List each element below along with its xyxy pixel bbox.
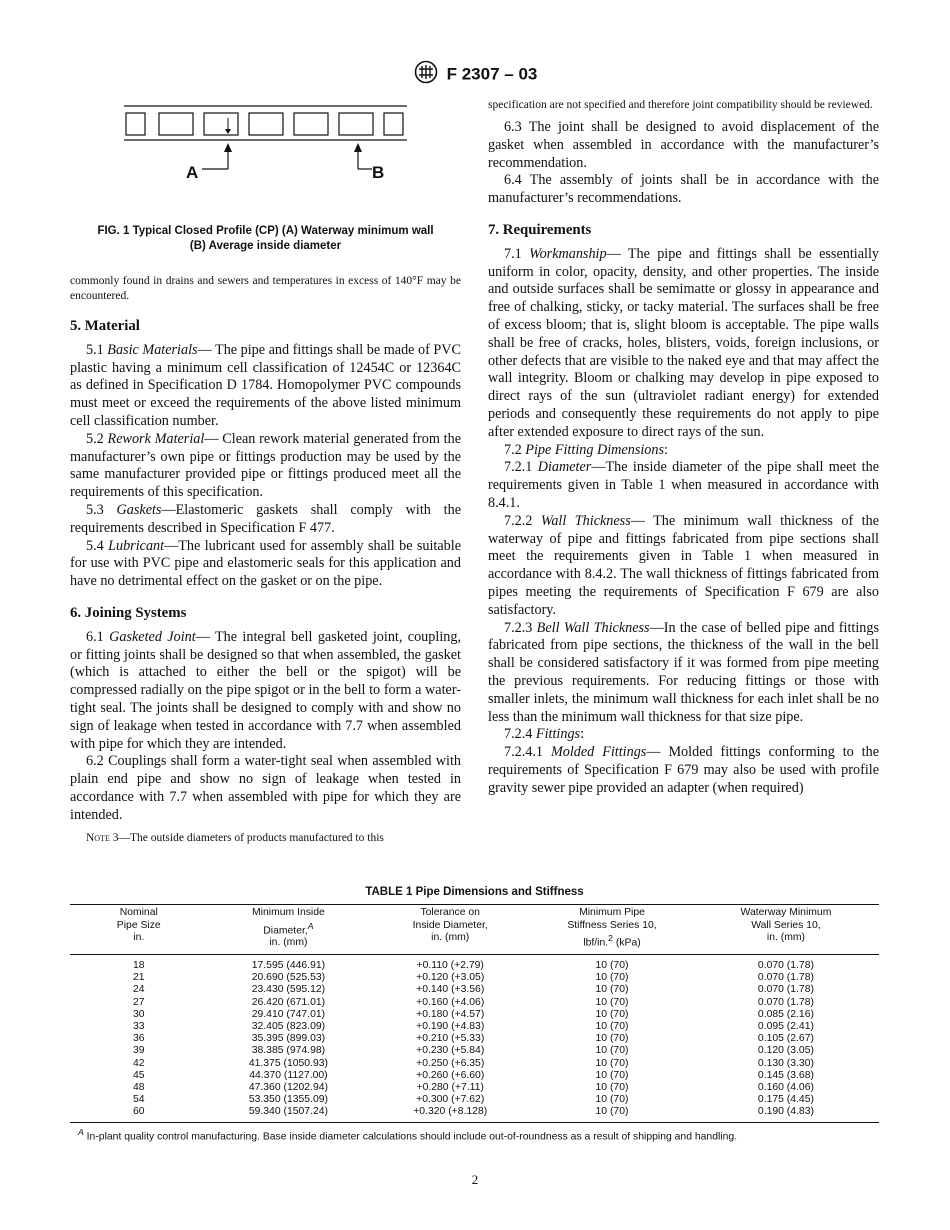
table-1 bbox=[70, 886, 879, 1142]
table-cell: +0.280 (+7.11) bbox=[416, 1082, 484, 1093]
table-cell: 53.350 (1355.09) bbox=[248, 1094, 328, 1106]
page-number: 2 bbox=[471, 1172, 479, 1187]
section-6-heading: 6. Joining Systems bbox=[70, 604, 187, 621]
table-cell: +0.320 (+8.128) bbox=[413, 1106, 488, 1118]
table-cell: 0.190 (4.83) bbox=[757, 1106, 814, 1118]
designation: F 2307 – 03 bbox=[446, 64, 538, 84]
figure-caption: FIG. 1 Typical Closed Profile (CP) (A) Waterway minimum wall (B) Average inside diameter bbox=[97, 225, 434, 252]
table-title: TABLE 1 Pipe Dimensions and Stiffness bbox=[365, 886, 584, 898]
table-cell: 10 (70) bbox=[595, 984, 629, 996]
table-cell: 10 (70) bbox=[595, 1008, 629, 1020]
table-cell: 10 (70) bbox=[595, 1045, 629, 1057]
header-min-inside-diameter: Minimum Inside Diameter,$^A$ in. (mm) bbox=[252, 907, 325, 949]
para-5-4: 5.4 Lubricant—The lubricant used for assembly shall be suitable for use with PVC pipe and elastomeric seals for this application and have no detrimental effect on the gasket or on the pipe. bbox=[70, 537, 461, 590]
figure-label-b: B bbox=[372, 163, 385, 182]
table-cell: 10 (70) bbox=[595, 1069, 629, 1081]
table-cell: 26.420 (671.01) bbox=[251, 996, 326, 1008]
table-cell: 27 bbox=[132, 996, 145, 1008]
table-row bbox=[70, 1045, 879, 1057]
section-5-heading: 5. Material bbox=[70, 318, 140, 334]
table-cell: 45 bbox=[132, 1069, 145, 1081]
table-body bbox=[70, 954, 879, 1122]
page-header bbox=[0, 60, 950, 89]
table-cell: 24 bbox=[132, 984, 145, 996]
table-cell: 0.070 (1.78) bbox=[757, 972, 814, 984]
table-cell: 60 bbox=[132, 1106, 145, 1118]
figure-1 bbox=[70, 96, 461, 224]
para-7-1: 7.1 Workmanship— The pipe and fittings shall be essentially uniform in color, opacity, density, and other properties. The inside and outside surfaces shall be semimatte or glossy in appearance and free of chalking, sticky, or tacky material. The surfaces shall be free of excess bloom; that is, slight bloom is acceptable. The pipe walls shall be free of cracks, holes, blisters, voids, foreign inclusions, or other defects that are visible to the naked eye and that may affect the wall integrity. Bloom or chalking may develop in pipe exposed to direct rays of the sun (ultraviolet radiant energy) for extended periods and consequently these requirements do not apply to pipe after extended exposure to direct rays of the sun. bbox=[488, 245, 879, 440]
table-cell: 44.370 (1127.00) bbox=[249, 1069, 328, 1081]
table-cell: 20.690 (525.53) bbox=[251, 972, 326, 984]
table-cell: 35.395 (899.03) bbox=[251, 1033, 326, 1045]
table-row bbox=[70, 954, 879, 972]
header-tolerance: Tolerance on Inside Diameter, in. (mm) bbox=[412, 907, 488, 943]
table-cell: 0.105 (2.67) bbox=[757, 1033, 814, 1045]
table-cell: 41.375 (1050.93) bbox=[248, 1057, 328, 1069]
table-cell: 23.430 (595.12) bbox=[251, 984, 326, 996]
continued-text-right: specification are not specified and therefore joint compatibility should be reviewed. bbox=[488, 99, 873, 111]
table-cell: 21 bbox=[132, 972, 145, 984]
table-cell: +0.190 (+4.83) bbox=[416, 1020, 485, 1032]
table-cell: 10 (70) bbox=[595, 996, 629, 1008]
table-cell: 10 (70) bbox=[595, 1057, 629, 1069]
para-5-3: 5.3 Gaskets—Elastomeric gaskets shall comply with the requirements described in Specification F 477. bbox=[70, 501, 462, 536]
table-cell: 38.385 (974.98) bbox=[251, 1045, 326, 1057]
table-cell: 0.070 (1.78) bbox=[757, 984, 814, 996]
right-column bbox=[488, 98, 879, 797]
table-cell: 33 bbox=[132, 1020, 145, 1032]
table-cell: +0.180 (+4.57) bbox=[416, 1008, 485, 1020]
table-cell: 48 bbox=[132, 1082, 145, 1093]
table-cell: 30 bbox=[132, 1008, 145, 1020]
table-row bbox=[70, 1070, 879, 1082]
table-cell: 0.120 (3.05) bbox=[757, 1045, 814, 1057]
table-row bbox=[70, 984, 879, 996]
para-7-2-4: 7.2.4 Fittings: bbox=[504, 726, 585, 743]
table-cell: 39 bbox=[132, 1045, 145, 1057]
table-row bbox=[70, 1033, 879, 1045]
table-cell: 0.095 (2.41) bbox=[757, 1020, 814, 1032]
para-7-2: 7.2 Pipe Fitting Dimensions: bbox=[504, 441, 668, 458]
table-cell: 0.070 (1.78) bbox=[757, 996, 814, 1008]
table-cell: +0.160 (+4.06) bbox=[416, 996, 485, 1008]
table-cell: 10 (70) bbox=[595, 1033, 629, 1045]
table-cell: +0.110 (+2.79) bbox=[416, 959, 484, 971]
continued-text-left: commonly found in drains and sewers and temperatures in excess of 140°F may be encountered. bbox=[70, 275, 461, 302]
table-cell: 17.595 (446.91) bbox=[251, 959, 326, 971]
table-cell: 10 (70) bbox=[595, 959, 629, 971]
table-cell: 0.175 (4.45) bbox=[757, 1094, 814, 1106]
table-cell: +0.210 (+5.33) bbox=[416, 1033, 485, 1045]
para-5-2: 5.2 Rework Material— Clean rework material generated from the manufacturer’s own pipe or fittings production may be used by the same manufacturer provided pipe or fittings produced meet all the requirements of this specification. bbox=[70, 430, 462, 501]
table-cell: 54 bbox=[132, 1094, 145, 1106]
table-cell: 36 bbox=[132, 1033, 145, 1045]
table-cell: 29.410 (747.01) bbox=[251, 1008, 326, 1020]
table-cell: 0.070 (1.78) bbox=[757, 959, 814, 971]
table-cell: 0.085 (2.16) bbox=[757, 1008, 814, 1020]
table-cell: 42 bbox=[132, 1057, 145, 1069]
table-cell: 59.340 (1507.24) bbox=[248, 1106, 328, 1118]
table-footnote: $^A$ In-plant quality control manufacturing. Base inside diameter calculations should include out-of-roundness as a result of shipping and handling. bbox=[78, 1126, 738, 1143]
table-header-row bbox=[70, 905, 879, 955]
para-7-2-2: 7.2.2 Wall Thickness— The minimum wall thickness of the waterway of pipe and fittings fabricated from pipe sections shall meet the requirements given in Table 1 when measured in accordance with 8.4.2. The wall thickness of fittings fabricated from pipes meeting the requirements of Specification F 679 are also satisfactory. bbox=[488, 512, 879, 618]
para-7-2-3: 7.2.3 Bell Wall Thickness—In the case of belled pipe and fittings fabricated from pipe sections, the thickness of the wall in the bell shall be considered satisfactory if it was formed from pipe meeting the previous requirements. For reducing fittings or those with smaller inlets, the minimum wall thickness for each inlet shall be no less than the minimum wall thickness for that size pipe. bbox=[488, 619, 879, 725]
table-cell: 10 (70) bbox=[595, 972, 629, 984]
left-column bbox=[70, 96, 461, 846]
table-row bbox=[70, 1021, 879, 1033]
para-6-4: 6.4 The assembly of joints shall be in accordance with the manufacturer’s recommendations. bbox=[488, 172, 879, 207]
para-6-3: 6.3 The joint shall be designed to avoid displacement of the gasket when assembled in accordance with the manufacturer’s recommendation. bbox=[488, 119, 879, 171]
para-6-1: 6.1 Gasketed Joint— The integral bell gasketed joint, coupling, or fitting joints shall be designed so that when assembled, the gasket (which is attached to either the bell or the spigot) will be compressed radially on the pipe spigot or in the bell to form a water-tight seal. The joints shall be designed to comply with and show no sign of leakage when tested in accordance with 7.7 when assembled with pipe for which they are intended. bbox=[70, 628, 461, 752]
astm-logo-icon bbox=[413, 60, 439, 89]
table-row bbox=[70, 1058, 879, 1070]
table-cell: 47.360 (1202.94) bbox=[248, 1082, 328, 1093]
table-row bbox=[70, 1094, 879, 1106]
table-cell: +0.250 (+6.35) bbox=[416, 1057, 485, 1069]
table-cell: +0.140 (+3.56) bbox=[416, 984, 485, 996]
table-cell: 18 bbox=[132, 959, 145, 971]
table-row bbox=[70, 972, 879, 984]
table-cell: +0.230 (+5.84) bbox=[416, 1045, 485, 1057]
table-cell: 10 (70) bbox=[595, 1020, 629, 1032]
table-cell: 10 (70) bbox=[595, 1094, 629, 1106]
header-waterway-min-wall: Waterway Minimum Wall Series 10, in. (mm) bbox=[740, 907, 832, 943]
table-cell: 10 (70) bbox=[595, 1082, 629, 1093]
table-cell: 0.145 (3.68) bbox=[757, 1069, 814, 1081]
header-nominal-size: Nominal Pipe Size in. bbox=[116, 907, 161, 943]
closed-profile-diagram bbox=[70, 96, 461, 224]
para-6-2: 6.2 Couplings shall form a water-tight seal when assembled with plain end pipe and show no sign of leakage when tested in accordance with 7.7 when assembled with pipe for which they are intended. bbox=[70, 753, 461, 823]
section-7-heading: 7. Requirements bbox=[488, 221, 592, 238]
table-cell: 0.160 (4.06) bbox=[757, 1082, 814, 1093]
table-cell: +0.120 (+3.05) bbox=[416, 972, 485, 984]
para-5-1: 5.1 Basic Materials— The pipe and fittings shall be made of PVC plastic having a minimum cell classification of 12454C or 12364C as defined in Specification D 1784. Homopolymer PVC compounds must meet or exceed the requirements of the above listed minimum cell classification number. bbox=[70, 341, 461, 429]
para-7-2-1: 7.2.1 Diameter—The inside diameter of the pipe shall meet the requirements given in Table 1 when measured in accordance with 8.4.1. bbox=[488, 459, 880, 511]
table-row bbox=[70, 1082, 879, 1094]
table-cell: 32.405 (823.09) bbox=[251, 1020, 326, 1032]
table-cell: 0.130 (3.30) bbox=[757, 1057, 814, 1069]
figure-label-a: A bbox=[186, 163, 199, 182]
header-pipe-stiffness: Minimum Pipe Stiffness Series 10, lbf/in.$^2$ (kPa) bbox=[567, 907, 657, 949]
table-cell: +0.260 (+6.60) bbox=[416, 1069, 485, 1081]
table-cell: 10 (70) bbox=[595, 1106, 629, 1118]
note-3: Note 3—The outside diameters of products manufactured to this bbox=[86, 831, 384, 844]
table-cell: +0.300 (+7.62) bbox=[416, 1094, 485, 1106]
para-7-2-4-1: 7.2.4.1 Molded Fittings— Molded fittings conforming to the requirements of Specification F 679 may also be used with profile gravity sewer pipe provided an adapter (when required) bbox=[488, 744, 880, 796]
pipe-dimensions-table bbox=[70, 904, 879, 1123]
table-row bbox=[70, 1106, 879, 1122]
table-row bbox=[70, 997, 879, 1009]
table-row bbox=[70, 1009, 879, 1021]
